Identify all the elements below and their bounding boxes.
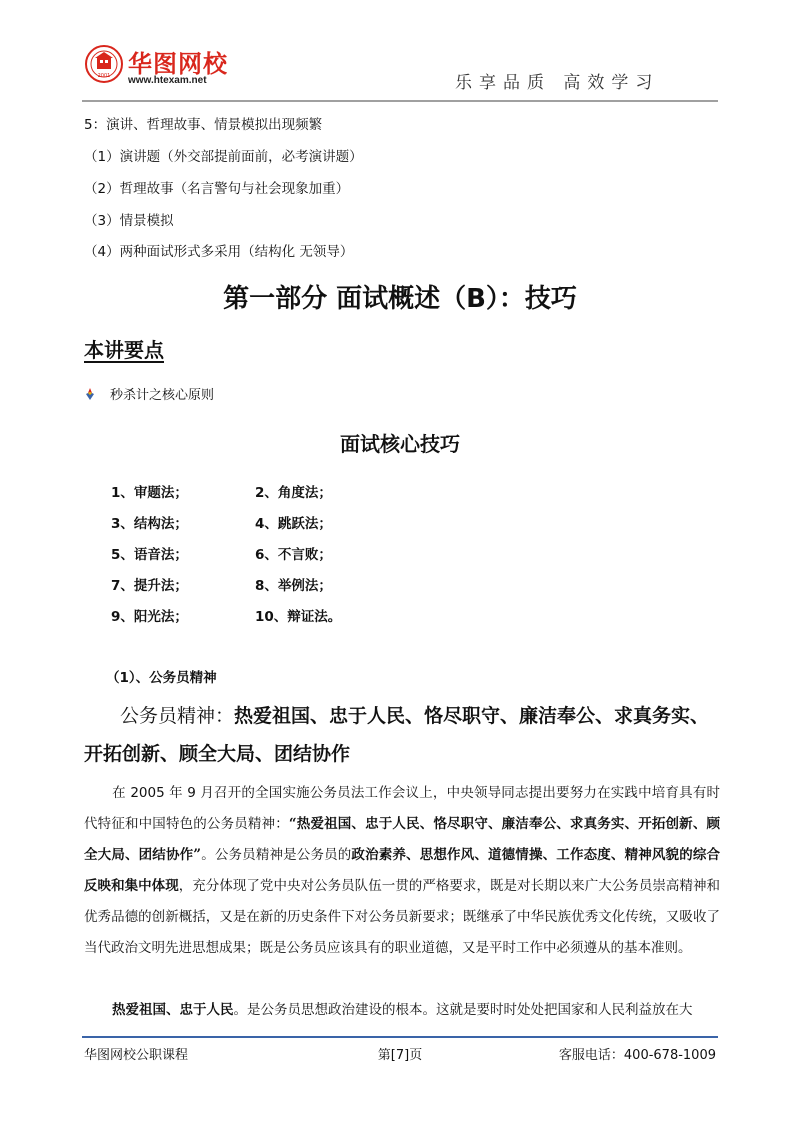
footer-phone: 客服电话：400-678-1009 [558, 1048, 716, 1063]
key-point-item [84, 384, 214, 403]
paragraph-text: 。是公务员思想政治建设的根本。这就是要时时处处把国家和人民利益放在大 [233, 1002, 693, 1018]
paragraph-emphasis: 政治素养、思想作风、道德情操、工作态度、精神风貌的综合反映和集中体现 [84, 847, 721, 894]
spirit-body: 热爱祖国、忠于人民、恪尽职守、廉洁奉公、求真务实、开拓创新、顾全大局、团结协作 [84, 705, 710, 765]
core-techniques-title: 面试核心技巧 [340, 432, 460, 456]
paragraph-emphasis: 热爱祖国、忠于人民 [112, 1002, 234, 1018]
intro-line: （1）演讲题（外交部提前面前，必考演讲题） [84, 149, 363, 165]
technique-item: 10、辩证法。 [255, 609, 342, 625]
spirit-prefix: 公务员精神： [120, 705, 235, 727]
footer-divider [82, 1036, 718, 1038]
technique-item: 2、角度法； [255, 485, 332, 501]
paragraph-emphasis: “热爱祖国、忠于人民、恪尽职守、廉洁奉公、求真务实、开拓创新、顾全大局、团结协作” [84, 816, 720, 863]
technique-item: 5、语音法； [111, 547, 188, 563]
paragraph-text: 在 2005 年 9 月召开的全国实施公务员法工作会议上，中央领导同志提出要努力在实践中培育具有时代特征和中国特色的公务员精神： [84, 785, 720, 832]
technique-item: 3、结构法； [111, 516, 188, 532]
spirit-statement [84, 697, 724, 773]
section-heading: 本讲要点 [84, 338, 164, 362]
technique-item: 6、不言败； [255, 547, 332, 563]
key-point-text: 秒杀计之核心原则 [110, 388, 215, 403]
technique-item: 8、举例法； [255, 578, 332, 594]
logo-url: www.htexam.net [128, 75, 207, 86]
technique-item: 4、跳跃法； [255, 516, 332, 532]
body-paragraph [84, 995, 720, 1026]
logo-text: 华图网校 [128, 50, 228, 78]
header-divider [82, 100, 718, 102]
paragraph-text: 。公务员精神是公务员的 [201, 847, 352, 863]
brand-logo [84, 44, 244, 96]
technique-item: 9、阳光法； [111, 609, 188, 625]
intro-line: （3）情景模拟 [84, 213, 174, 229]
school-seal-icon [84, 44, 124, 84]
body-paragraph [84, 778, 720, 964]
intro-line: （2）哲理故事（名言警句与社会现象加重） [84, 181, 350, 197]
part-title: 第一部分 面试概述（B）：技巧 [223, 284, 577, 314]
intro-line: （4）两种面试形式多采用（结构化 无领导） [84, 244, 354, 260]
technique-item: 1、审题法； [111, 485, 188, 501]
technique-item: 7、提升法； [111, 578, 188, 594]
page-number: 第[7]页 [377, 1048, 423, 1063]
bullet-icon [84, 388, 96, 400]
subsection-label: （1）、公务员精神 [106, 670, 217, 686]
header-slogan: 乐享品质 高效学习 [455, 73, 660, 93]
intro-line: 5：演讲、哲理故事、情景模拟出现频繁 [84, 117, 323, 133]
footer-course: 华图网校公职课程 [84, 1048, 189, 1063]
svg-text:2001: 2001 [97, 73, 111, 79]
paragraph-text: ，充分体现了党中央对公务员队伍一贯的严格要求，既是对长期以来广大公务员崇高精神和优秀品德的创新概括，又是在新的历史条件下对公务员新要求；既继承了中华民族优秀文化传统，又吸收了当代政治文明先进思想成果；既是公务员应该具有的职业道德，又是平时工作中必须遵从的基本准则。 [84, 878, 721, 956]
